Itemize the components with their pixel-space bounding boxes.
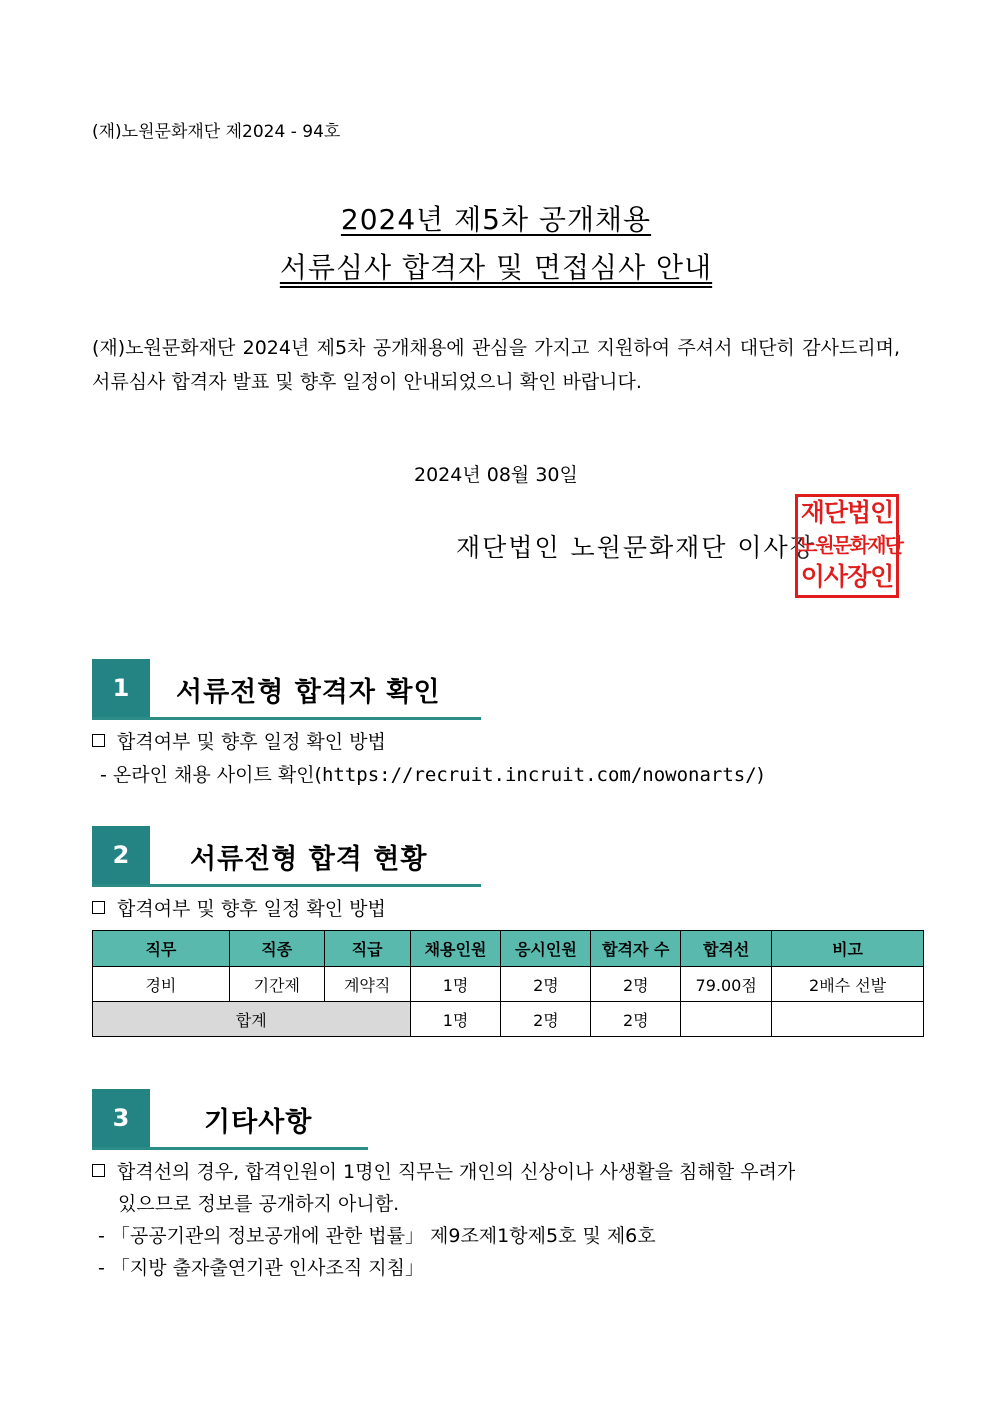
signer-name: 재단법인 노원문화재단 이사장	[456, 533, 816, 562]
section-3-title: 기타사항	[204, 1107, 313, 1138]
header-cell: 응시인원	[501, 931, 591, 967]
table-cell: 79.00점	[681, 967, 772, 1002]
checkbox-icon	[92, 734, 105, 747]
section-1-item-text: 합격여부 및 향후 일정 확인 방법	[117, 731, 386, 753]
seal-line-2: 노원문화재단	[798, 533, 902, 557]
title-line-1-text: 2024년 제5차 공개채용	[340, 203, 652, 236]
header-cell: 직급	[324, 931, 410, 967]
section-3-number: 3	[92, 1089, 150, 1147]
section-1-detail-prefix: - 온라인 채용 사이트 확인(	[100, 764, 322, 786]
table-cell: 기간제	[229, 967, 324, 1002]
reference-1: - 「공공기관의 정보공개에 관한 법률」 제9조제1항제5호 및 제6호	[98, 1225, 656, 1247]
section-2-header	[92, 826, 481, 887]
seal-line-3: 이사장인	[800, 562, 894, 591]
table-cell	[681, 1002, 772, 1037]
table-total-row	[93, 1002, 924, 1037]
header-cell: 직무	[93, 931, 230, 967]
table-cell: 2명	[591, 967, 681, 1002]
table-cell: 2명	[591, 1002, 681, 1037]
section-2-title: 서류전형 합격 현황	[190, 844, 428, 875]
document-number: (재)노원문화재단 제2024 - 94호	[92, 122, 341, 142]
section-1-detail-suffix: )	[756, 764, 765, 786]
table-cell: 2명	[501, 967, 591, 1002]
section-3-item-line-1: 합격선의 경우, 합격인원이 1명인 직무는 개인의 신상이나 사생활을 침해할 우려가	[117, 1161, 796, 1183]
table-cell: 경비	[93, 967, 230, 1002]
total-label: 합계	[93, 1002, 411, 1037]
section-1-detail	[100, 760, 764, 787]
section-1-title: 서류전형 합격자 확인	[176, 677, 441, 708]
table-cell: 1명	[410, 967, 501, 1002]
section-2-item-text: 합격여부 및 향후 일정 확인 방법	[117, 898, 386, 920]
seal-line-1: 재단법인	[800, 498, 894, 527]
intro-paragraph: (재)노원문화재단 2024년 제5차 공개채용에 관심을 가지고 지원하여 주셔서 대단히 감사드리며, 서류심사 합격자 발표 및 향후 일정이 안내되었으니 확인 바랍니다.	[92, 337, 900, 393]
title-line-1	[0, 198, 992, 238]
table-cell: 2배수 선발	[772, 967, 924, 1002]
checkbox-icon	[92, 901, 105, 914]
table-cell: 계약직	[324, 967, 410, 1002]
header-cell: 채용인원	[410, 931, 501, 967]
table-cell: 1명	[410, 1002, 501, 1037]
header-cell: 비고	[772, 931, 924, 967]
table-row	[93, 967, 924, 1002]
reference-2: - 「지방 출자출연기관 인사조직 지침」	[98, 1257, 424, 1279]
checkbox-icon	[92, 1164, 105, 1177]
section-1-header	[92, 659, 481, 720]
header-cell: 합격선	[681, 931, 772, 967]
section-3-header	[92, 1089, 368, 1150]
recruit-site-link[interactable]: https://recruit.incruit.com/nowonarts/	[321, 764, 757, 786]
section-1-item	[92, 727, 386, 754]
title-line-2	[0, 246, 992, 286]
section-1-number: 1	[92, 659, 150, 717]
header-cell: 합격자 수	[591, 931, 681, 967]
official-seal	[795, 494, 902, 598]
section-2-item	[92, 894, 386, 921]
table-cell	[772, 1002, 924, 1037]
table-header-row	[93, 931, 924, 967]
results-table	[92, 930, 924, 1037]
section-2-number: 2	[92, 826, 150, 884]
table-cell: 2명	[501, 1002, 591, 1037]
title-line-2-text: 서류심사 합격자 및 면접심사 안내	[279, 251, 713, 284]
section-3-item	[92, 1157, 795, 1184]
header-cell: 직종	[229, 931, 324, 967]
section-3-item-line-2: 있으므로 정보를 공개하지 아니함.	[118, 1193, 400, 1215]
notice-date: 2024년 08월 30일	[414, 464, 578, 486]
